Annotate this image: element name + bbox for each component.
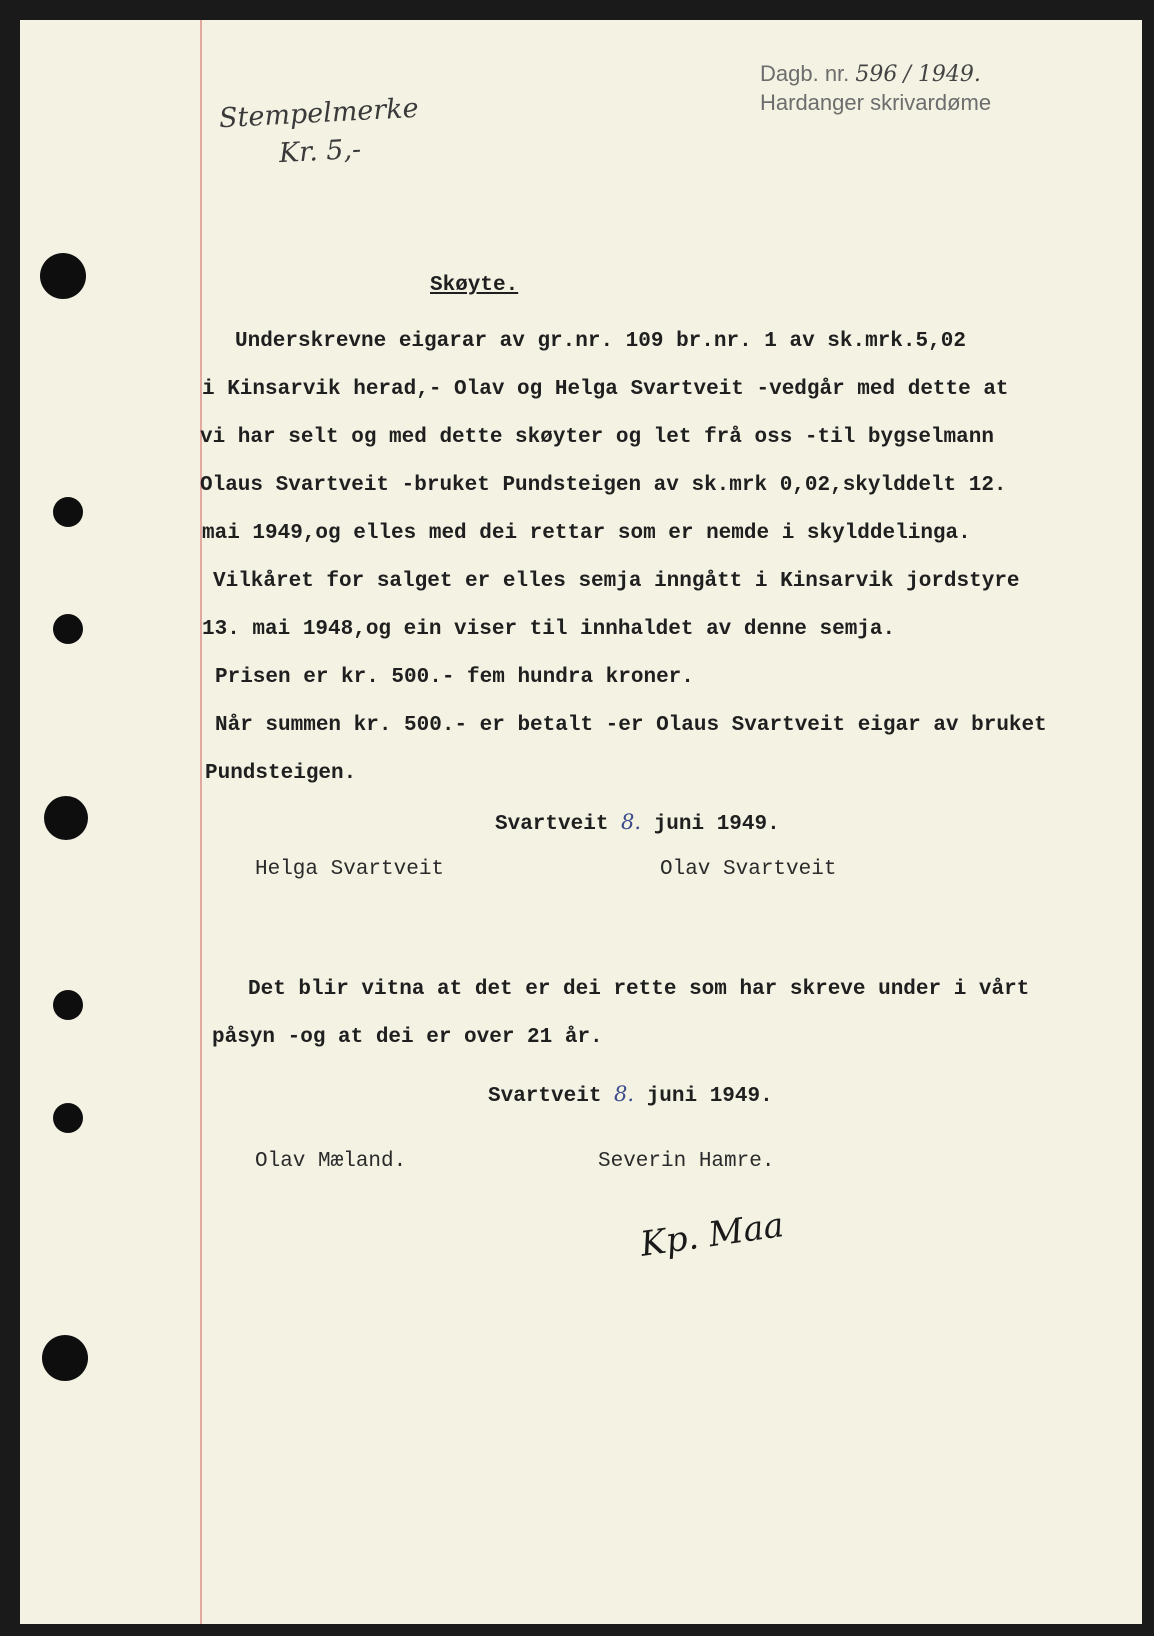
date-line-1 bbox=[495, 810, 780, 836]
punch-hole bbox=[44, 796, 88, 840]
registry-stamp bbox=[760, 60, 991, 117]
punch-hole bbox=[53, 1103, 83, 1133]
handwritten-signature: Kp. Maa bbox=[637, 1205, 787, 1265]
punch-hole bbox=[53, 614, 83, 644]
witness-maeland: Olav Mæland. bbox=[255, 1150, 407, 1173]
body-line: Prisen er kr. 500.- fem hundra kroner. bbox=[215, 666, 694, 689]
document-title: Skøyte. bbox=[430, 274, 519, 297]
date-place: Svartveit bbox=[495, 813, 609, 836]
stempelmerke-amount: Kr. 5,- bbox=[278, 133, 362, 170]
date-day: 8. bbox=[621, 810, 642, 834]
witness-hamre: Severin Hamre. bbox=[598, 1150, 775, 1173]
witness-line: påsyn -og at dei er over 21 år. bbox=[212, 1026, 603, 1049]
signer-olav: Olav Svartveit bbox=[660, 858, 837, 881]
date-rest: juni 1949. bbox=[646, 1085, 773, 1108]
stempelmerke-label: Stempelmerke bbox=[218, 92, 420, 135]
stamp-office: Hardanger skrivardøme bbox=[760, 90, 992, 115]
body-line: mai 1949,og elles med dei rettar som er nemde i skylddelinga. bbox=[202, 522, 971, 545]
body-line: Pundsteigen. bbox=[205, 762, 357, 785]
body-line: Vilkåret for salget er elles semja inngått i Kinsarvik jordstyre bbox=[213, 570, 1020, 593]
date-line-2 bbox=[488, 1082, 773, 1108]
signer-helga: Helga Svartveit bbox=[255, 858, 445, 881]
body-line: 13. mai 1948,og ein viser til innhaldet av denne semja. bbox=[202, 618, 896, 641]
date-rest: juni 1949. bbox=[653, 813, 780, 836]
witness-line: Det blir vitna at det er dei rette som har skreve under i vårt bbox=[248, 978, 1030, 1001]
body-line: vi har selt og med dette skøyter og let frå oss -til bygselmann bbox=[200, 426, 994, 449]
stempelmerke-note bbox=[218, 90, 421, 176]
punch-hole bbox=[42, 1335, 88, 1381]
date-place: Svartveit bbox=[488, 1085, 602, 1108]
stamp-prefix: Dagb. nr. bbox=[760, 61, 850, 86]
punch-hole bbox=[53, 497, 83, 527]
body-line: Når summen kr. 500.- er betalt -er Olaus Svartveit eigar av bruket bbox=[215, 714, 1047, 737]
punch-hole bbox=[40, 253, 86, 299]
date-day: 8. bbox=[614, 1082, 635, 1106]
margin-rule bbox=[200, 20, 202, 1624]
body-line: Underskrevne eigarar av gr.nr. 109 br.nr. 1 av sk.mrk.5,02 bbox=[235, 330, 966, 353]
body-line: i Kinsarvik herad,- Olav og Helga Svartveit -vedgår med dette at bbox=[202, 378, 1009, 401]
punch-hole bbox=[53, 990, 83, 1020]
stamp-year: / 1949. bbox=[903, 62, 981, 87]
stamp-number: 596 bbox=[855, 62, 898, 87]
body-line: Olaus Svartveit -bruket Pundsteigen av sk.mrk 0,02,skylddelt 12. bbox=[200, 474, 1007, 497]
document-page bbox=[20, 20, 1142, 1624]
